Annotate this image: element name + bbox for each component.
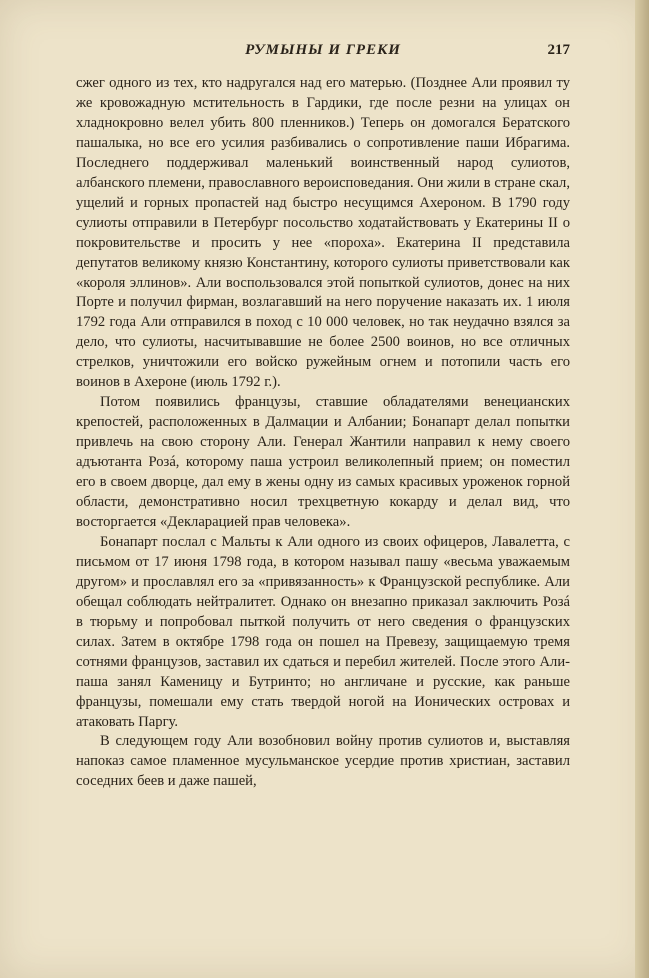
running-title: РУМЫНЫ И ГРЕКИ [245,42,401,58]
page-header [76,42,570,64]
paragraph: сжег одного из тех, кто надругался над его матерью. (Позднее Али проявил ту же кровожадную мстительность в Гардики, где после резни на улицах он хладнокровно велел убить 800 пленников.) Теперь он домогался Бератского пашалыка, но все его усилия разбивались о сопротивление паши Ибрагима. Последнего поддерживал маленький воинственный народ сулиотов, албанского племени, православного вероисповедания. Они жили в стране скал, ущелий и горных пропастей над быстро несущимся Ахероном. В 1790 году сулиоты отправили в Петербург посольство ходатайствовать у Екатерины II о покровительстве и просить у нее «пороха». Екатерина II представила депутатов великому князю Константину, которого сулиоты приветствовали как «короля эллинов». Али воспользовался этой попыткой сулиотов, донес на них Порте и получил фирман, возлагавший на него поручение наказать их. 1 июля 1792 года Али отправился в поход с 10 000 человек, но так неудачно взялся за дело, что сулиоты, насчитывавшие не более 2500 воинов, но все отличных стрелков, уничтожили его войско ружейным огнем и потопили часть его воинов в Ахероне (июль 1792 г.). [76,75,570,391]
paragraph: Бонапарт послал с Мальты к Али одного из своих офицеров, Лавалетта, с письмом от 17 июня 1798 года, в котором называл пашу «весьма уважаемым другом» и прославлял его за «привязанность» к Французской республике. Али обещал соблюдать нейтралитет. Однако он внезапно приказал заключить Розá в тюрьму и попробовал пыткой получить от него сведения о французских силах. Затем в октябре 1798 года он пошел на Превезу, защищаемую тремя сотнями французов, заставил их сдаться и перебил жителей. После этого Али-паша занял Каменицу и Бутринто; но англичане и русские, как раньше французы, помешали ему стать твердой ногой на Ионических островах и атаковать Паргу. [76,533,570,730]
page-edge [635,0,649,978]
paragraph: В следующем году Али возобновил войну против сулиотов и, выставляя напоказ самое пламенное мусульманское усердие против христиан, заставил соседних беев и даже пашей, [76,733,570,790]
page-number: 217 [547,42,570,58]
body-text [76,74,570,792]
paragraph: Потом появились французы, ставшие обладателями венецианских крепостей, расположенных в Далмации и Албании; Бонапарт делал попытки привлечь на свою сторону Али. Генерал Жантили направил к нему своего адъютанта Розá, которому паша устроил великолепный прием; он поместил его в своем дворце, дал ему в жены одну из самых красивых уроженок горной области, демонстративно носил трехцветную кокарду и делал вид, что восторгается «Декларацией прав человека». [76,394,570,530]
